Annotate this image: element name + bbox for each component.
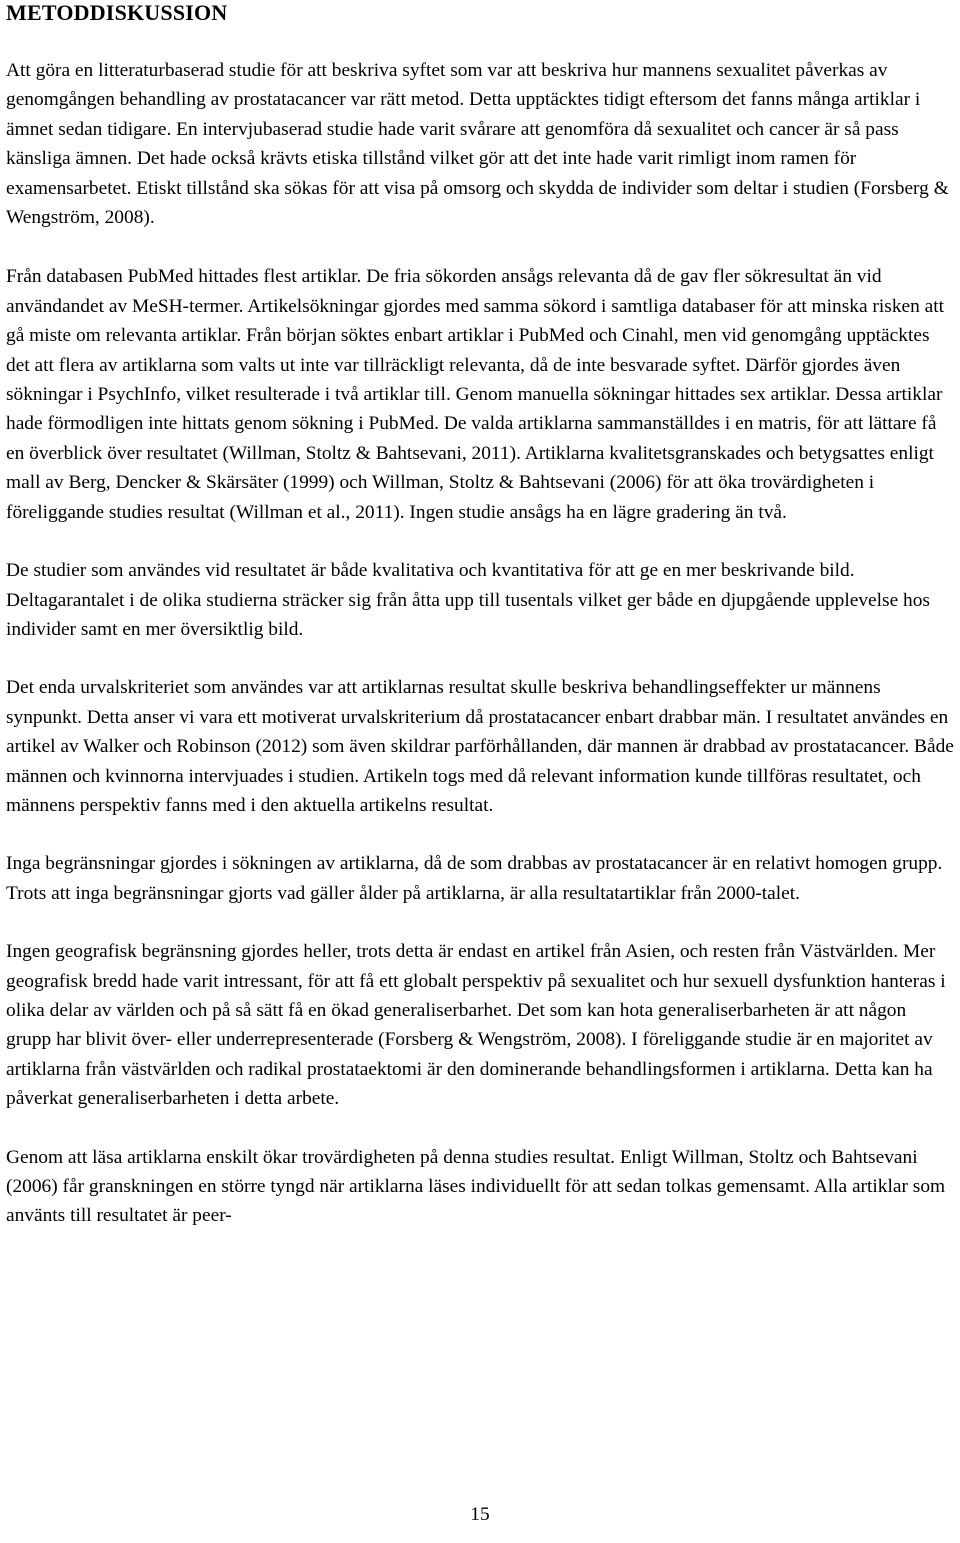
paragraph-geography: Ingen geografisk begränsning gjordes heller, trots detta är endast en artikel från Asien, och resten från Västvärlden. Mer geografisk bredd hade varit intressant, för att få ett globalt perspektiv på sexualitet och hur sexuell dysfunktion hanteras i olika delar av världen och på så sätt få en ökad generaliserbarhet. Det som kan hota generaliserbarheten är att någon grupp har blivit över- eller underrepresenterade (Forsberg & Wengström, 2008). I föreliggande studie är en majoritet av artiklarna från västvärlden och radikal prostataektomi är den dominerande behandlingsformen i artiklarna. Detta kan ha påverkat generaliserbarheten i detta arbete.: [6, 941, 946, 1110]
paragraph-selection-criteria: Det enda urvalskriteriet som användes var att artiklarnas resultat skulle beskriva behandlingseffekter ur männens synpunkt. Detta anser vi vara ett motiverat urvalskriterium då prostatacancer enbart drabbar män. I resultatet användes en artikel av Walker och Robinson (2012) som även skildrar parförhållanden, där mannen är drabbad av prostatacancer. Både männen och kvinnorna intervjuades i studien. Artikeln togs med då relevant information kunde tillföras resultatet, och männens perspektiv fanns med i den aktuella artikelns resultat.: [6, 677, 954, 816]
paragraph-study-types: De studier som användes vid resultatet är både kvalitativa och kvantitativa för att ge en mer beskrivande bild. Deltagarantalet i de olika studierna sträcker sig från åtta upp till tusentals vilket ger både en djupgående upplevelse hos individer samt en mer översiktlig bild.: [6, 560, 930, 640]
paragraph-credibility: Genom att läsa artiklarna enskilt ökar trovärdigheten på denna studies resultat. Enligt Willman, Stoltz och Bahtsevani (2006) får granskningen en större tyngd när artiklarna läses individuellt för att sedan tolkas gemensamt. Alla artiklar som använts till resultatet är peer-: [6, 1146, 946, 1227]
paragraph-no-limitations: Inga begränsningar gjordes i sökningen av artiklarna, då de som drabbas av prostatacancer är en relativt homogen grupp. Trots att inga begränsningar gjorts vad gäller ålder på artiklarna, är alla resultatartiklar från 2000-talet.: [6, 853, 943, 904]
section-heading: METODDISKUSSION: [6, 0, 228, 25]
page-number: 15: [470, 1504, 490, 1525]
paragraph-database-search: Från databasen PubMed hittades flest artiklar. De fria sökorden ansågs relevanta då de gav fler sökresultat än vid användandet av MeSH-termer. Artikelsökningar gjordes med samma sökord i samtliga databaser för att minska risken att gå miste om relevanta artiklar. Från början söktes enbart artiklar i PubMed och Cinahl, men vid genomgång upptäcktes det att flera av artiklarna som valts ut inte var tillräckligt relevanta, då de inte besvarade syftet. Därför gjordes även sökningar i PsychInfo, vilket resulterade i två artiklar till. Genom manuella sökningar hittades sex artiklar. Dessa artiklar hade förmodligen inte hittats genom sökning i PubMed. De valda artiklarna sammanställdes i en matris, för att lättare få en överblick över resultatet (Willman, Stoltz & Bahtsevani, 2011). Artiklarna kvalitetsgranskades och betygsattes enligt mall av Berg, Dencker & Skärsäter (1999) och Willman, Stoltz & Bahtsevani (2006) för att öka trovärdigheten i föreliggande studies resultat (Willman et al., 2011). Ingen studie ansågs ha en lägre gradering än två.: [6, 266, 945, 523]
paragraph-method-choice: Att göra en litteraturbaserad studie för att beskriva syftet som var att beskriva hur mannens sexualitet påverkas av genomgången behandling av prostatacancer var rätt metod. Detta upptäcktes tidigt eftersom det fanns många artiklar i ämnet sedan tidigare. En intervjubaserad studie hade varit svårare att genomföra då sexualitet och cancer är så pass känsliga ämnen. Det hade också krävts etiska tillstånd vilket gör att det inte hade varit rimligt inom ramen för examensarbetet. Etiskt tillstånd ska sökas för att visa på omsorg och skydda de individer som deltar i studien (Forsberg & Wengström, 2008).: [6, 60, 949, 229]
document-page: [6, 0, 956, 1231]
